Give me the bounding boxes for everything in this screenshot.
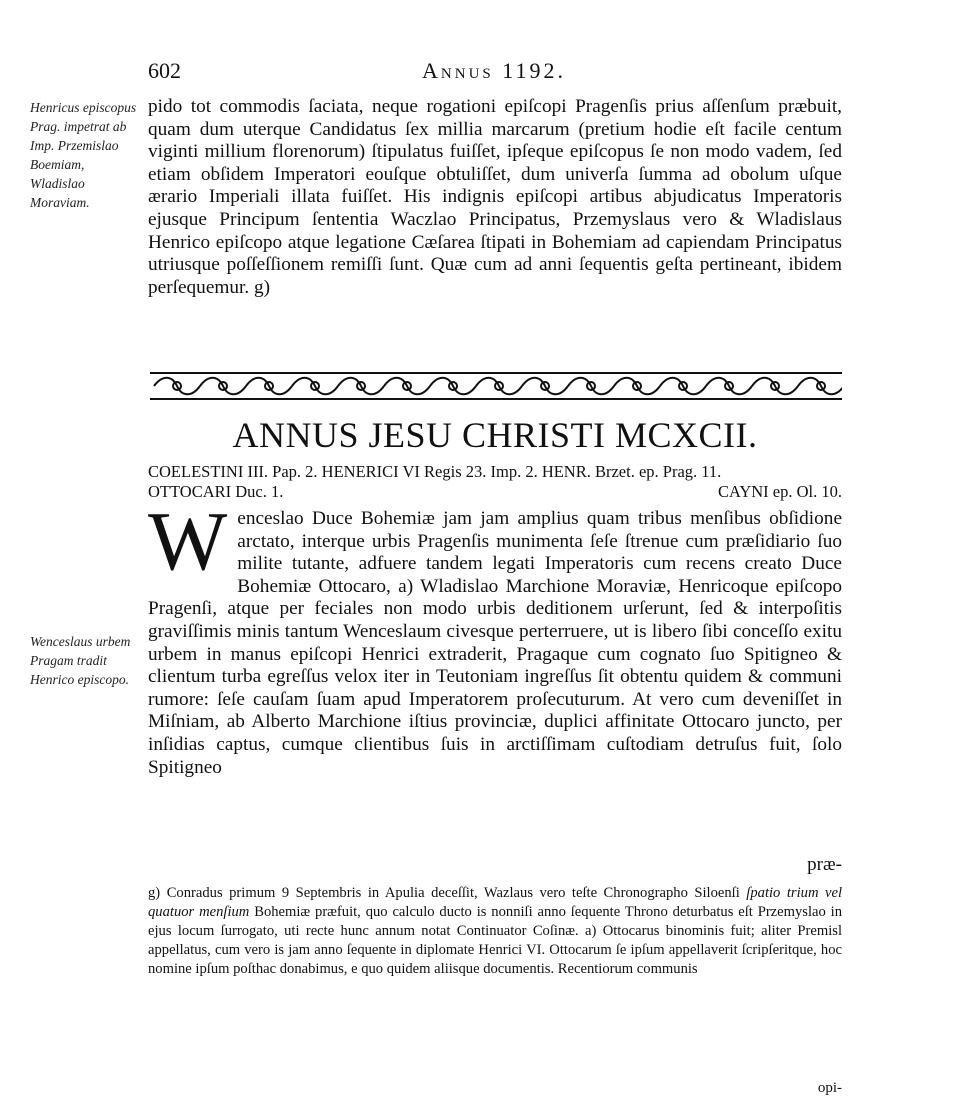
page-header (148, 58, 840, 94)
drop-cap: W (148, 495, 228, 588)
ornament-scroll (430, 378, 476, 395)
footnote-a-text: Ottocarus binominis fuit; aliter Premisl appellatus, cum vero is jam anno ſequente in diplomate Henrici VI. Ottocarum ſe ipſum appellaverit ſcripſeritque, hoc nomine ipſum poſthac donabimus, e quo quidem aliisque documentis. Recentiorum communis (148, 923, 843, 977)
main-paragraph-text: enceslao Duce Bohemiæ jam jam amplius quam tribus menſibus obſidione arctato, interque urbis Pragenſis munimenta ſeſe ſtrenue cum præſidiario ſuo milite tutante, adfuere tandem legati Imperatoris cum recens creato Duce Bohemiæ Ottocaro, a) Wladislao Marchione Moraviæ, Henricoque epiſcopo Pragenſi, atque per feciales non modo urbis deditionem urſerunt, ſed & interpoſitis graviſſimis minis tantum Wenceslaum civesque perterruere, ut is libero ſibi conceſſo exitu urbem in manus epiſcopi Henrici extraderit, Pragaque cum cognato ſuo Spitigneo & clientum turba egreſſus velox iter in Teutoniam ingreſſus ſit obtentu quidem & communi rumore: ſeſe cauſam ſuam apud Imperatorem proſecuturum. At vero cum deveniſſet in Miſniam, ab Alberto Marchione iſtius provinciæ, duplici affinitate Ottocaro juncto, per inſidias captus, cumque clientibus ſuis in arctiſſimam cuſtodiam detruſus fuit, ſolo Spitigneo (148, 508, 842, 778)
ornament-scroll (292, 378, 338, 395)
ornament-scroll (246, 378, 292, 395)
catchword: præ- (807, 854, 842, 875)
ornament-scroll (384, 378, 430, 395)
chronology-bishop: CAYNI ep. Ol. 10. (717, 482, 842, 501)
ornament-scroll (798, 378, 842, 395)
ornament-scroll (522, 378, 568, 395)
ornament-scroll (660, 378, 706, 395)
page-number: 602 (148, 58, 181, 83)
footnote-g-mark: g) (148, 885, 161, 901)
main-paragraph (148, 495, 842, 779)
margin-note-wenceslaus: Wenceslaus urbem Pragam tradit Henrico episcopo. (30, 634, 131, 687)
paragraph-continuation (148, 96, 842, 299)
ornamental-divider (150, 371, 842, 401)
year-heading: ANNUS JESU CHRISTI MCXCII. (232, 415, 758, 455)
ornament-scroll (614, 378, 660, 395)
ornament-scroll (752, 378, 798, 395)
running-title: Annus 1192. (422, 58, 566, 83)
ornament-scroll (568, 378, 614, 395)
chronology-duke: OTTOCARI Duc. 1. (148, 482, 284, 501)
footnote-catchword: opi- (817, 1080, 842, 1096)
footnote-a-mark: a) (585, 923, 597, 939)
footnote-g-italic: ſpatio trium vel quatuor menſium (148, 885, 842, 920)
ornament-scroll (338, 378, 384, 395)
margin-note-henricus: Henricus episcopus Prag. impetrat ab Imp. Przemislao Boemiam, Wladislao Moraviam. (30, 100, 137, 210)
footnotes (148, 884, 842, 979)
footnote-block (148, 884, 842, 979)
ornament-scroll (154, 378, 200, 395)
chronology-popes-kings: COELESTINI III. Pap. 2. HENERICI VI Regis 23. Imp. 2. HENR. Brzet. ep. Prag. 11. (148, 462, 722, 481)
ornament-scroll (706, 378, 752, 395)
ornament-scroll (476, 378, 522, 395)
ornament-scroll (200, 378, 246, 395)
paragraph-1-text: pido tot commodis ſaciata, neque rogationi epiſcopi Pragenſis prius aſſenſum præbuit, quam dum uterque Candidatus ſex millia marcarum (pretium hodie eſt facile centum viginti millium florenorum) ſtipulatus fuiſſet, ipſeque epiſcopus ſe non modo vadem, ſed etiam obſidem Imperatori eouſque obtuliſſet, dum univerſa ſumma ad obolum uſque ærario Imperiali illata fuiſſet. His indignis epiſcopi artibus abjudicatus Imperatoris ejusque Principum ſententia Waczlao Principatus, Przemyslaus vero & Wladislaus Henrico epiſcopo atque legatione Cæſarea ſtipati in Bohemiam ad capiendam Principatus utriusque poſſeſſionem remiſſi ſunt. Quæ cum ad anni ſequentis geſta pertineant, ibidem perſequemur. g) (148, 96, 842, 298)
footnote-g-text-1: Conradus primum 9 Septembris in Apulia deceſſit, Wazlaus vero teſte Chronographo Siloenſi (166, 885, 740, 901)
footnote-g-text-2: Bohemiæ præfuit, quo calculo ducto is nonniſi anno ſequente Throno deturbatus eſt Przemyslao in ejus locum ſurrogato, uti recte hunc annum notat Continuator Coſinæ. (148, 904, 842, 939)
